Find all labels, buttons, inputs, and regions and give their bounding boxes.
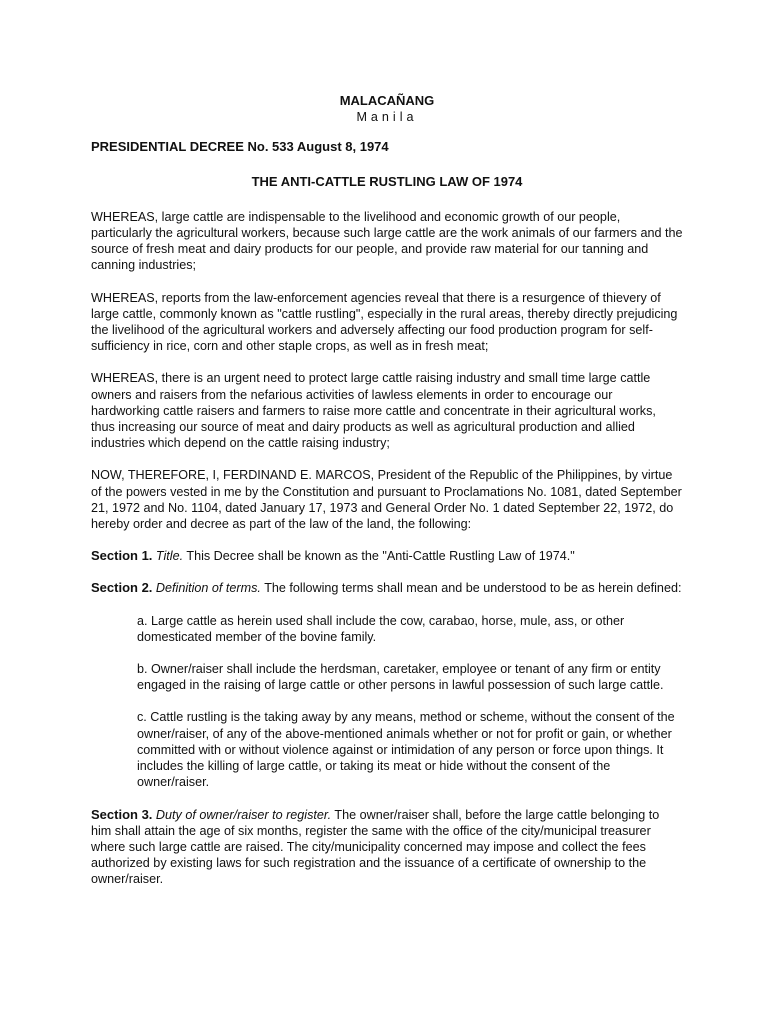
section-2-title: Definition of terms. <box>155 581 261 596</box>
definition-item-a: a. Large cattle as herein used shall include the cow, carabao, horse, mule, ass, or other domesticated member of the bovine family. <box>137 613 625 644</box>
whereas-clause-2: WHEREAS, reports from the law-enforcement agencies reveal that there is a resurgence of thievery of large cattle, commonly known as "cattle rustling", especially in the rural areas, thereby directly prejudicing the livelihood of the agricultural workers and adversely affecting our food production program for self-sufficiency in rice, corn and other staple crops, as well as in fresh meat; <box>91 290 678 354</box>
decree-number: PRESIDENTIAL DECREE No. 533 August 8, 1974 <box>91 139 389 155</box>
whereas-clause-3: WHEREAS, there is an urgent need to protect large cattle raising industry and small time large cattle owners and raisers from the nefarious activities of lawless elements in order to encourage our hardworking cattle raisers and farmers to raise more cattle and concentrate in their agricultural works, thus increasing our source of meat and dairy products as well as agricultural production and allied industries which depend on the cattle raising industry; <box>91 371 656 451</box>
document-body <box>91 93 683 904</box>
section-1-label: Section 1. <box>91 548 153 564</box>
now-therefore-clause: NOW, THEREFORE, I, FERDINAND E. MARCOS, President of the Republic of the Philippines, by virtue of the powers vested in me by the Constitution and pursuant to Proclamations No. 1081, dated September 21, 1972 and No. 1104, dated January 17, 1973 and General Order No. 1 dated September 22, 1972, do hereby order and decree as part of the law of the land, the following: <box>91 468 682 532</box>
section-3 <box>91 807 683 888</box>
city-heading: Manila <box>356 110 418 125</box>
section-2 <box>91 580 683 596</box>
section-1 <box>91 548 683 564</box>
section-1-text: This Decree shall be known as the "Anti-Cattle Rustling Law of 1974." <box>183 549 575 564</box>
section-3-text: The owner/raiser shall, before the large cattle belonging to him shall attain the age of six months, register the same with the office of the city/municipal treasurer where such large cattle are raised. The city/municipality concerned may impose and collect the fees authorized by existing laws for such registration and the issuance of a certificate of ownership to the owner/raiser. <box>91 807 660 887</box>
whereas-clause-1: WHEREAS, large cattle are indispensable to the livelihood and economic growth of our people, particularly the agricultural workers, because such large cattle are the work animals of our farmers and the source of fresh meat and dairy products for our people, and provide raw material for our tanning and canning industries; <box>91 209 683 273</box>
section-2-label: Section 2. <box>91 580 153 596</box>
section-3-title: Duty of owner/raiser to register. <box>155 807 332 822</box>
definition-item-b: b. Owner/raiser shall include the herdsman, caretaker, employee or tenant of any firm or entity engaged in the raising of large cattle or other persons in lawful possession of such large cattle. <box>137 662 664 693</box>
section-1-title: Title. <box>155 549 184 564</box>
law-title: THE ANTI-CATTLE RUSTLING LAW OF 1974 <box>251 173 523 189</box>
section-3-label: Section 3. <box>91 806 153 822</box>
office-heading: MALACAÑANG <box>339 93 435 108</box>
definition-item-c: c. Cattle rustling is the taking away by any means, method or scheme, without the consent of the owner/raiser, of any of the above-mentioned animals whether or not for profit or gain, or whether committed with or without violence against or intimidation of any person or force upon things. It includes the killing of large cattle, or taking its meat or hide without the consent of the owner/raiser. <box>137 710 675 790</box>
section-2-text: The following terms shall mean and be understood to be as herein defined: <box>260 581 682 596</box>
